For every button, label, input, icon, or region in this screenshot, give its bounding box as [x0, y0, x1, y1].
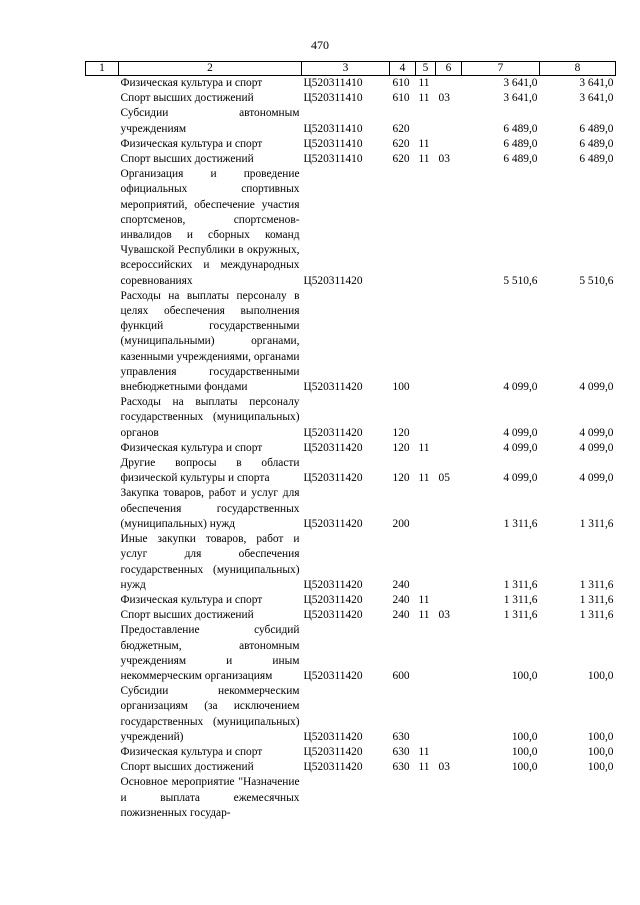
col1-cell — [86, 137, 119, 152]
amount-col7: 3 641,0 — [503, 92, 538, 105]
page-number: 470 — [311, 38, 329, 52]
amount-col7: 4 099,0 — [503, 472, 538, 485]
section-code — [416, 532, 436, 593]
expense-type-code: 120 — [392, 472, 410, 485]
col1-cell — [86, 532, 119, 593]
subsection-code: 05 — [438, 472, 450, 485]
subsection-code — [436, 775, 462, 821]
expense-type-code: 600 — [392, 669, 410, 682]
table-row — [86, 745, 616, 760]
amount-col7: 1 311,6 — [503, 593, 538, 606]
expense-type-code: 240 — [392, 578, 410, 591]
row-description: Физическая культура и спорт — [120, 593, 263, 606]
col1-cell — [86, 167, 119, 289]
amount-col8: 1 311,6 — [579, 578, 614, 591]
section-code — [416, 289, 436, 395]
amount-col8: 4 099,0 — [579, 426, 614, 439]
target-article-code: Ц520311420 — [303, 593, 363, 606]
amount-col8: 100,0 — [587, 761, 614, 774]
section-code: 11 — [418, 153, 430, 166]
header-row — [86, 62, 616, 76]
col1-cell — [86, 608, 119, 623]
target-article-code: Ц520311420 — [303, 472, 363, 485]
amount-col8: 100,0 — [587, 669, 614, 682]
amount-col7: 4 099,0 — [503, 381, 538, 394]
target-article-code: Ц520311420 — [303, 609, 363, 622]
amount-col8: 1 311,6 — [579, 593, 614, 606]
section-code: 11 — [418, 761, 430, 774]
subsection-code — [436, 486, 462, 532]
amount-col8: 6 489,0 — [579, 122, 614, 135]
target-article-code: Ц520311420 — [303, 761, 363, 774]
section-code: 11 — [418, 92, 430, 105]
target-article-code: Ц520311410 — [303, 122, 363, 135]
expense-type-code: 630 — [392, 730, 410, 743]
subsection-code: 03 — [438, 609, 450, 622]
target-article-code: Ц520311420 — [303, 274, 363, 287]
table-body — [86, 76, 616, 821]
section-code: 11 — [418, 472, 430, 485]
amount-col8: 6 489,0 — [579, 137, 614, 150]
row-description: Другие вопросы в области физической культуры и спорта — [120, 457, 300, 485]
column-header-1: 1 — [86, 62, 119, 76]
amount-col7: 100,0 — [511, 761, 538, 774]
expense-type-code: 200 — [392, 517, 410, 530]
col1-cell — [86, 745, 119, 760]
amount-col7: 4 099,0 — [503, 426, 538, 439]
table-row — [86, 456, 616, 486]
table-row — [86, 486, 616, 532]
subsection-code — [436, 137, 462, 152]
table-row — [86, 760, 616, 775]
col1-cell — [86, 106, 119, 136]
col1-cell — [86, 456, 119, 486]
row-description: Субсидии некоммерческим организациям (за исключением государственных (муниципальных) учреждений) — [120, 685, 300, 743]
subsection-code: 03 — [438, 153, 450, 166]
table-header — [86, 62, 616, 76]
col1-cell — [86, 76, 119, 92]
target-article-code: Ц520311410 — [303, 92, 363, 105]
row-description: Спорт высших достижений — [120, 761, 254, 774]
row-description: Физическая культура и спорт — [120, 441, 263, 454]
amount-col7: 6 489,0 — [503, 122, 538, 135]
col1-cell — [86, 441, 119, 456]
row-description: Субсидии автономным учреждениям — [120, 107, 300, 135]
target-article-code: Ц520311410 — [303, 153, 363, 166]
amount-col8: 4 099,0 — [579, 441, 614, 454]
amount-col7: 100,0 — [511, 730, 538, 743]
target-article-code: Ц520311420 — [303, 730, 363, 743]
expense-type-code: 620 — [392, 137, 410, 150]
subsection-code: 03 — [438, 92, 450, 105]
amount-col7: 1 311,6 — [503, 517, 538, 530]
column-header-3: 3 — [302, 62, 390, 76]
amount-col8: 3 641,0 — [579, 92, 614, 105]
row-description: Физическая культура и спорт — [120, 77, 263, 89]
table-row — [86, 289, 616, 395]
amount-col7: 1 311,6 — [503, 609, 538, 622]
target-article-code — [302, 775, 390, 821]
column-header-5: 5 — [416, 62, 436, 76]
section-code: 11 — [418, 609, 430, 622]
column-header-7: 7 — [462, 62, 540, 76]
expense-type-code: 120 — [392, 441, 410, 454]
expense-type-code — [390, 167, 416, 289]
amount-col8: 4 099,0 — [579, 472, 614, 485]
expense-type-code: 620 — [392, 122, 410, 135]
subsection-code — [436, 289, 462, 395]
amount-col7: 3 641,0 — [503, 77, 538, 89]
subsection-code — [436, 593, 462, 608]
table-row — [86, 532, 616, 593]
table-row — [86, 684, 616, 745]
col1-cell — [86, 623, 119, 684]
amount-col8: 5 510,6 — [579, 274, 614, 287]
col1-cell — [86, 91, 119, 106]
col1-cell — [86, 593, 119, 608]
expense-type-code: 100 — [392, 381, 410, 394]
row-description: Спорт высших достижений — [120, 92, 254, 105]
expense-type-code: 630 — [392, 745, 410, 758]
row-description: Организация и проведение официальных спортивных мероприятий, обеспечение участия спортсменов, спортсменов-инвалидов и сборных команд Чувашской Республики в окружных, всероссийских и международных соревнованиях — [120, 168, 300, 287]
amount-col7: 4 099,0 — [503, 441, 538, 454]
section-code: 11 — [418, 77, 430, 89]
table-row — [86, 775, 616, 821]
subsection-code — [436, 395, 462, 441]
col1-cell — [86, 775, 119, 821]
amount-col8: 4 099,0 — [579, 381, 614, 394]
section-code — [416, 775, 436, 821]
section-code — [416, 486, 436, 532]
amount-col7 — [462, 775, 540, 821]
subsection-code — [436, 441, 462, 456]
subsection-code — [436, 745, 462, 760]
section-code: 11 — [418, 745, 430, 758]
row-description: Расходы на выплаты персоналу государственных (муниципальных) органов — [120, 396, 300, 439]
expense-type-code: 240 — [392, 609, 410, 622]
section-code: 11 — [418, 593, 430, 606]
table-row — [86, 593, 616, 608]
subsection-code — [436, 167, 462, 289]
subsection-code — [436, 76, 462, 92]
target-article-code: Ц520311420 — [303, 517, 363, 530]
section-code — [416, 623, 436, 684]
column-header-6: 6 — [436, 62, 462, 76]
amount-col7: 6 489,0 — [503, 137, 538, 150]
row-description: Физическая культура и спорт — [120, 137, 263, 150]
col1-cell — [86, 152, 119, 167]
row-description: Предоставление субсидий бюджетным, автономным учреждениям и иным некоммерческим организациям — [120, 624, 300, 682]
section-code — [416, 684, 436, 745]
row-description: Физическая культура и спорт — [120, 745, 263, 758]
target-article-code: Ц520311410 — [303, 137, 363, 150]
subsection-code — [436, 532, 462, 593]
amount-col8: 1 311,6 — [579, 609, 614, 622]
table-row — [86, 106, 616, 136]
table-row — [86, 152, 616, 167]
row-description: Основное мероприятие "Назначение и выплата ежемесячных пожизненных государ- — [120, 776, 300, 819]
amount-col7: 6 489,0 — [503, 153, 538, 166]
subsection-code — [436, 623, 462, 684]
table-row — [86, 91, 616, 106]
target-article-code: Ц520311420 — [303, 426, 363, 439]
amount-col7: 100,0 — [511, 669, 538, 682]
amount-col7: 5 510,6 — [503, 274, 538, 287]
col1-cell — [86, 486, 119, 532]
section-code: 11 — [418, 441, 430, 454]
column-header-2: 2 — [119, 62, 302, 76]
budget-table — [85, 61, 616, 821]
amount-col8: 100,0 — [587, 745, 614, 758]
section-code: 11 — [418, 137, 430, 150]
column-header-4: 4 — [390, 62, 416, 76]
expense-type-code: 610 — [392, 92, 410, 105]
amount-col8 — [540, 775, 616, 821]
target-article-code: Ц520311420 — [303, 578, 363, 591]
table-row — [86, 441, 616, 456]
row-description: Иные закупки товаров, работ и услуг для обеспечения государственных (муниципальных) нужд — [120, 533, 300, 591]
expense-type-code: 630 — [392, 761, 410, 774]
amount-col8: 6 489,0 — [579, 153, 614, 166]
amount-col8: 3 641,0 — [579, 77, 614, 89]
table-row — [86, 76, 616, 92]
table-row — [86, 608, 616, 623]
amount-col7: 1 311,6 — [503, 578, 538, 591]
table-row — [86, 137, 616, 152]
target-article-code: Ц520311420 — [303, 381, 363, 394]
subsection-code — [436, 684, 462, 745]
section-code — [416, 106, 436, 136]
expense-type-code: 610 — [392, 77, 410, 89]
expense-type-code — [390, 775, 416, 821]
subsection-code: 03 — [438, 761, 450, 774]
section-code — [416, 167, 436, 289]
row-description: Закупка товаров, работ и услуг для обеспечения государственных (муниципальных) нужд — [120, 487, 300, 530]
amount-col7: 100,0 — [511, 745, 538, 758]
target-article-code: Ц520311420 — [303, 441, 363, 454]
col1-cell — [86, 395, 119, 441]
table-row — [86, 395, 616, 441]
table-row — [86, 623, 616, 684]
row-description: Расходы на выплаты персоналу в целях обеспечения выполнения функций государственными (муниципальными) органами, казенными учреждениями, органами управления государственными внебюджетными фондами — [120, 289, 300, 394]
row-description: Спорт высших достижений — [120, 609, 254, 622]
column-header-8: 8 — [540, 62, 616, 76]
target-article-code: Ц520311410 — [303, 77, 363, 89]
table-row — [86, 167, 616, 289]
amount-col8: 1 311,6 — [579, 517, 614, 530]
row-description: Спорт высших достижений — [120, 153, 254, 166]
target-article-code: Ц520311420 — [303, 669, 363, 682]
expense-type-code: 120 — [392, 426, 410, 439]
amount-col8: 100,0 — [587, 730, 614, 743]
col1-cell — [86, 760, 119, 775]
expense-type-code: 620 — [392, 153, 410, 166]
col1-cell — [86, 289, 119, 395]
target-article-code: Ц520311420 — [303, 745, 363, 758]
section-code — [416, 395, 436, 441]
subsection-code — [436, 106, 462, 136]
col1-cell — [86, 684, 119, 745]
expense-type-code: 240 — [392, 593, 410, 606]
